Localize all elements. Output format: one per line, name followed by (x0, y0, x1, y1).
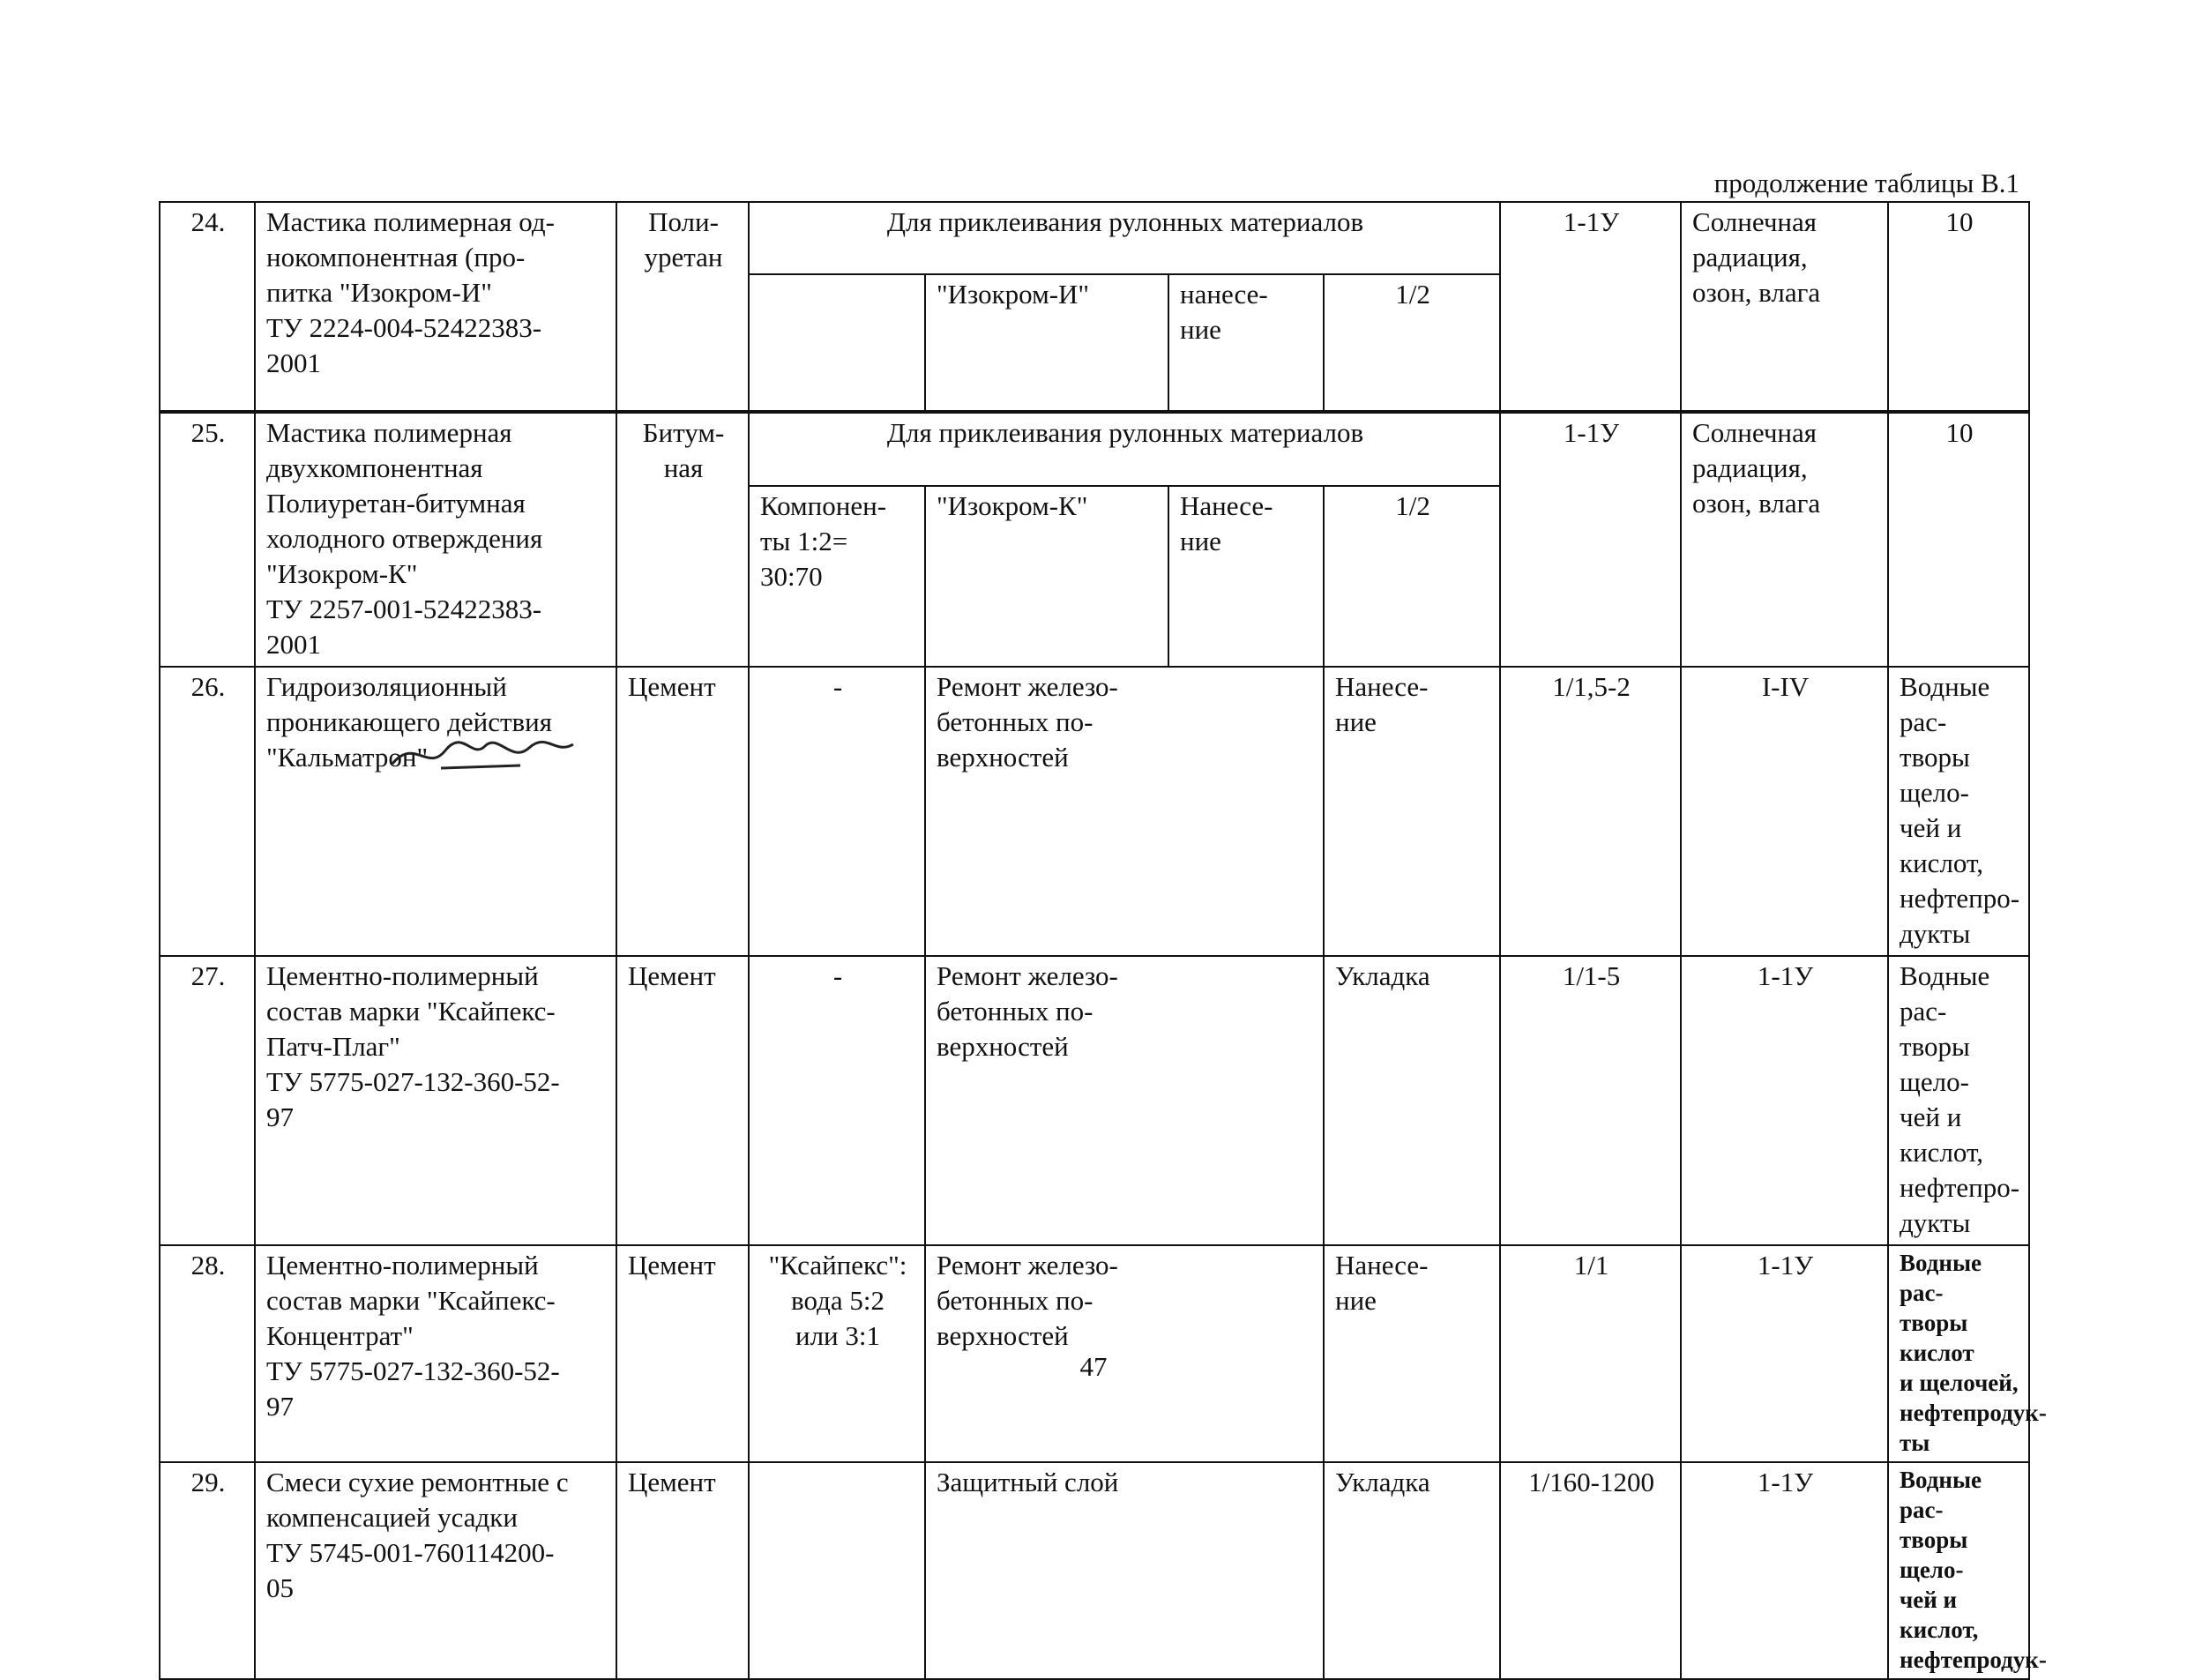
consumption: 1/1-5 (1500, 956, 1681, 1245)
application-method: Нанесе- ние (1168, 486, 1324, 667)
purpose: Ремонт железо- бетонных по- верхностей (925, 1245, 1324, 1462)
materials-table (159, 201, 2047, 1680)
consumption: 1/2 (1324, 274, 1500, 412)
material-name: Смеси сухие ремонтные с компенсацией усадки ТУ 5745-001-760114200- 05 (255, 1462, 616, 1679)
page-number: 47 (1079, 1351, 1108, 1382)
application-method: Нанесе- ние (1324, 1245, 1500, 1462)
grade: 1-1У (1681, 1462, 1888, 1679)
row-number: 26. (160, 667, 255, 956)
handwritten-correction (388, 728, 582, 781)
table-row (160, 1462, 2029, 1679)
purpose: Защитный слой (925, 1462, 1324, 1679)
service-years: 10 (1888, 202, 2029, 412)
purpose: Ремонт железо- бетонных по- верхностей (925, 667, 1324, 956)
material-base: Цемент (616, 667, 749, 956)
mix-ratio: "Ксайпекс": вода 5:2 или 3:1 (749, 1245, 925, 1462)
material-base: Цемент (616, 956, 749, 1245)
resistance: Водные рас- творы щело- чей и кислот, нефтепродук- (1888, 1462, 2029, 1679)
material-base: Битум- ная (616, 412, 749, 667)
material-name: Цементно-полимерный состав марки "Ксайпекс- Концентрат" ТУ 5775-027-132-360-52- 97 (255, 1245, 616, 1462)
application-method: Укладка (1324, 1462, 1500, 1679)
consumption: 1/1,5-2 (1500, 667, 1681, 956)
resistance: Солнечная радиация, озон, влага (1681, 412, 1888, 667)
grade: 1-1У (1681, 1245, 1888, 1462)
grade: 1-1У (1681, 956, 1888, 1245)
mix-ratio: - (749, 956, 925, 1245)
material-base: Цемент (616, 1462, 749, 1679)
grade: I-IV (1681, 667, 1888, 956)
table-row (160, 202, 2029, 274)
material-name: Гидроизоляционный проникающего действия "Кальматрон" (255, 667, 616, 956)
mix-ratio (749, 274, 925, 412)
purpose: Ремонт железо- бетонных по- верхностей (925, 956, 1324, 1245)
application-method: нанесе- ние (1168, 274, 1324, 412)
mix-ratio (749, 1462, 925, 1679)
service-years: 10 (1888, 412, 2029, 667)
resistance: Солнечная радиация, озон, влага (1681, 202, 1888, 412)
mix-ratio: - (749, 667, 925, 956)
mix-ratio: Компонен- ты 1:2= 30:70 (749, 486, 925, 667)
row-number: 24. (160, 202, 255, 412)
consumption: 1/1 (1500, 1245, 1681, 1462)
application-method: Укладка (1324, 956, 1500, 1245)
table-continuation-caption: продолжение таблицы В.1 (1713, 168, 2019, 198)
table-row (160, 956, 2029, 1245)
resistance: Водные рас- творы щело- чей и кислот, нефтепро- дукты (1888, 956, 2029, 1245)
material-name: Цементно-полимерный состав марки "Ксайпекс- Патч-Плаг" ТУ 5775-027-132-360-52- 97 (255, 956, 616, 1245)
resistance: Водные рас- творы кислот и щелочей, нефтепродук- ты (1888, 1245, 2029, 1462)
brand-name: "Изокром-К" (925, 486, 1168, 667)
purpose-header: Для приклеивания рулонных материалов (749, 412, 1500, 486)
row-number: 25. (160, 412, 255, 667)
material-name: Мастика полимерная од- нокомпонентная (про- питка "Изокром-И" ТУ 2224-004-52422383- 2001 (255, 202, 616, 412)
brand-name: "Изокром-И" (925, 274, 1168, 412)
row-number: 27. (160, 956, 255, 1245)
material-base: Поли- уретан (616, 202, 749, 412)
application-method: Нанесе- ние (1324, 667, 1500, 956)
grade: 1-1У (1500, 412, 1681, 667)
consumption: 1/160-1200 (1500, 1462, 1681, 1679)
table-row (160, 667, 2029, 956)
resistance: Водные рас- творы щело- чей и кислот, нефтепро- дукты (1888, 667, 2029, 956)
row-number: 29. (160, 1462, 255, 1679)
row-number: 28. (160, 1245, 255, 1462)
grade: 1-1У (1500, 202, 1681, 412)
consumption: 1/2 (1324, 486, 1500, 667)
table-row (160, 412, 2029, 486)
material-name: Мастика полимерная двухкомпонентная Полиуретан-битумная холодного отверждения "Изокром-К" ТУ 2257-001-52422383- 2001 (255, 412, 616, 667)
material-base: Цемент (616, 1245, 749, 1462)
purpose-header: Для приклеивания рулонных материалов (749, 202, 1500, 274)
